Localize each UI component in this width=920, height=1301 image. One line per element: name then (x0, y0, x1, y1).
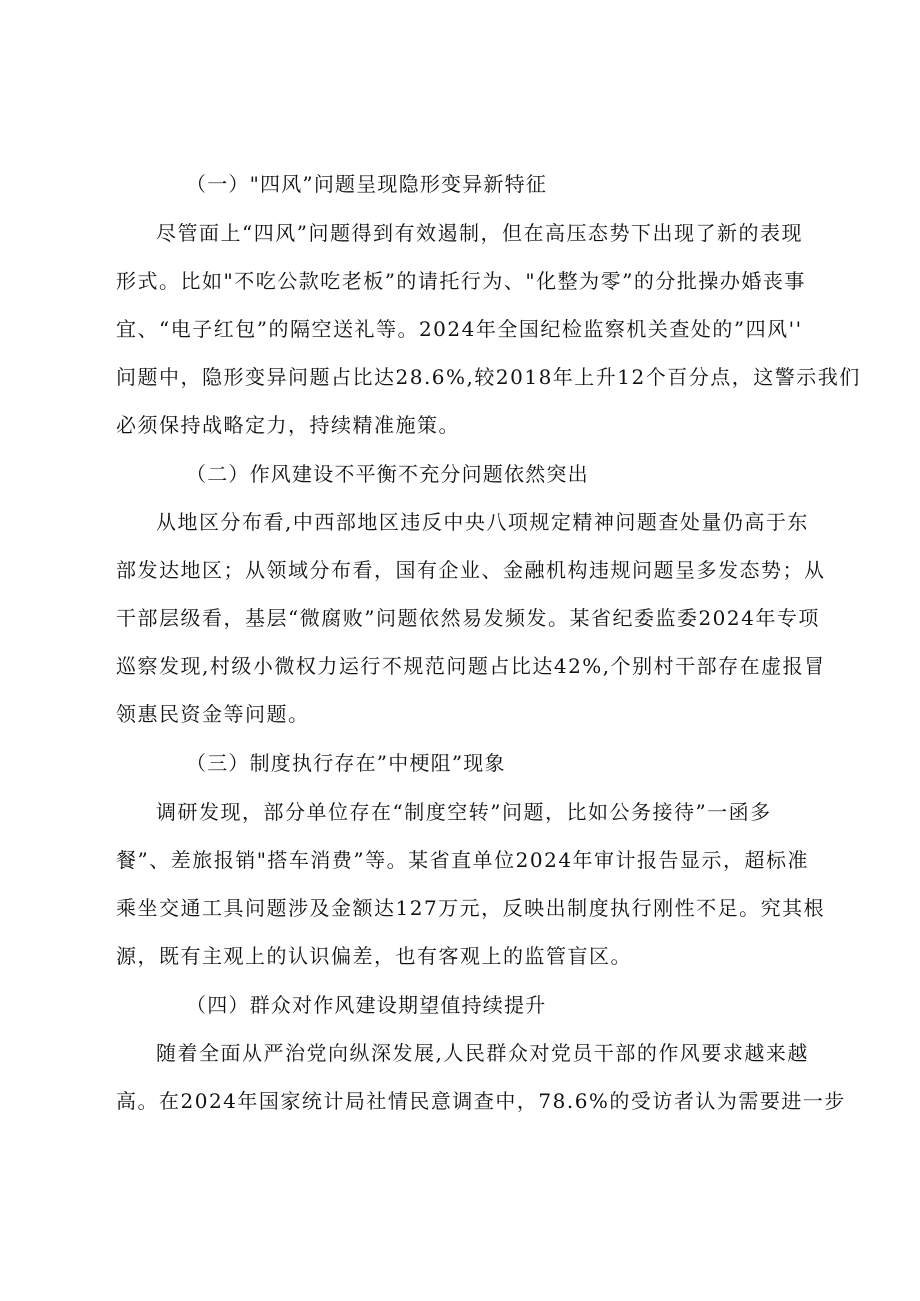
section-heading-1: （一）"四风”问题呈现隐形变异新特征 (186, 172, 548, 196)
paragraph-line: 形式。比如"不吃公款吃老板”的请托行为、"化整为零”的分批操办婚丧事 (116, 269, 806, 293)
paragraph-line: 尽管面上“四风”问题得到有效遏制，但在高压态势下出现了新的表现 (156, 221, 803, 245)
paragraph-line: 源，既有主观上的认识偏差，也有客观上的监管盲区。 (116, 944, 632, 968)
paragraph-line: 高。在2024年国家统计局社情民意调查中，78.6%的受访者认为需要进一步 (116, 1089, 846, 1113)
section-heading-2: （二）作风建设不平衡不充分问题依然突出 (186, 462, 589, 486)
section-heading-4: （四）群众对作风建设期望值持续提升 (186, 993, 547, 1017)
paragraph-line: 餐”、差旅报销"搭车消费”等。某省直单位2024年审计报告显示，超标准 (116, 848, 810, 872)
section-heading-3: （三）制度执行存在”中梗阻”现象 (186, 751, 506, 775)
paragraph-line: 乘坐交通工具问题涉及金额达127万元，反映出制度执行刚性不足。究其根 (116, 896, 826, 920)
paragraph-line: 问题中，隐形变异问题占比达28.6%,较2018年上升12个百分点，这警示我们 (116, 365, 861, 389)
paragraph-line: 部发达地区；从领域分布看，国有企业、金融机构违规问题呈多发态势；从 (116, 558, 826, 582)
paragraph-line: 巡察发现,村级小微权力运行不规范问题占比达42%,个别村干部存在虚报冒 (116, 654, 826, 678)
paragraph-line: 宜、“电子红包”的隔空送礼等。2024年全国纪检监察机关查处的”四风'' (116, 317, 803, 341)
paragraph-line: 必须保持战略定力，持续精准施策。 (116, 413, 460, 437)
paragraph-line: 从地区分布看,中西部地区违反中央八项规定精神问题查处量仍高于东 (156, 510, 809, 534)
paragraph-line: 干部层级看，基层“微腐败”问题依然易发频发。某省纪委监委2024年专项 (116, 606, 820, 630)
paragraph-line: 领惠民资金等问题。 (116, 702, 310, 726)
paragraph-line: 随着全面从严治党向纵深发展,人民群众对党员干部的作风要求越来越 (156, 1041, 809, 1065)
paragraph-line: 调研发现，部分单位存在“制度空转”问题，比如公务接待”一函多 (156, 800, 772, 824)
